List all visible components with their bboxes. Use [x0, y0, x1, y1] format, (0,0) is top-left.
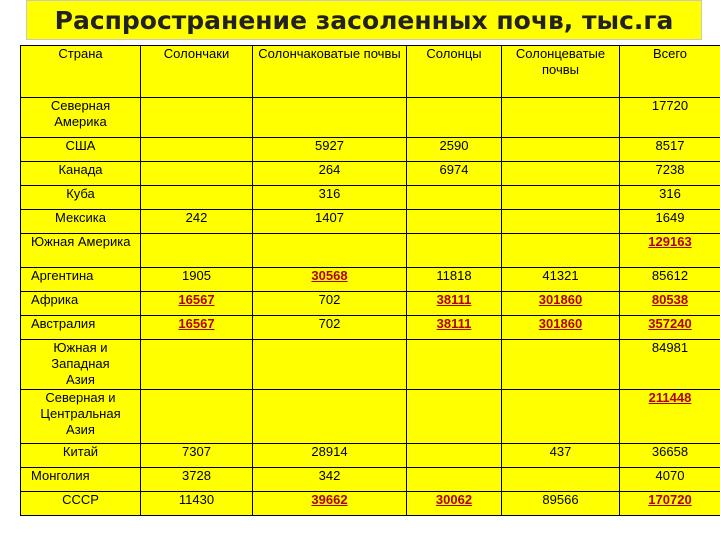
cell-solontsy — [407, 390, 502, 444]
country-name: Южная Америка — [31, 234, 131, 249]
cell-solonchaki — [141, 98, 253, 138]
cell-solontsevatye — [502, 340, 620, 390]
cell-solontsy: 30062 — [407, 492, 502, 516]
header-total: Всего — [620, 46, 720, 98]
cell-solonchaki — [141, 390, 253, 444]
country-name: Северная Америка — [50, 98, 111, 129]
table-row — [21, 468, 720, 492]
cell-total: 129163 — [620, 234, 720, 268]
cell-total: 7238 — [620, 162, 720, 186]
cell-solonchakovatye — [253, 98, 407, 138]
table-row — [21, 340, 720, 390]
country-cell — [21, 390, 141, 444]
cell-total: 1649 — [620, 210, 720, 234]
table-row — [21, 316, 720, 340]
country-name: США — [65, 138, 96, 153]
table-row — [21, 234, 720, 268]
country-name: СССР — [62, 492, 99, 507]
cell-solontsevatye — [502, 468, 620, 492]
country-cell — [21, 444, 141, 468]
cell-solonchakovatye: 702 — [253, 316, 407, 340]
cell-solontsy — [407, 210, 502, 234]
cell-solonchakovatye: 316 — [253, 186, 407, 210]
country-cell — [21, 186, 141, 210]
country-cell — [21, 316, 141, 340]
cell-total: 211448 — [620, 390, 720, 444]
cell-solontsy — [407, 340, 502, 390]
country-name: Монголия — [31, 468, 90, 483]
cell-total: 357240 — [620, 316, 720, 340]
cell-solontsy: 6974 — [407, 162, 502, 186]
cell-solonchaki: 3728 — [141, 468, 253, 492]
cell-solonchaki: 242 — [141, 210, 253, 234]
country-cell — [21, 210, 141, 234]
cell-total: 36658 — [620, 444, 720, 468]
country-name: Северная и Центральная Азия — [40, 390, 121, 437]
table-row — [21, 268, 720, 292]
table-row — [21, 186, 720, 210]
header-country: Страна — [21, 46, 141, 98]
country-name: Африка — [31, 292, 79, 307]
cell-solontsy — [407, 186, 502, 210]
cell-solontsy — [407, 234, 502, 268]
title-banner — [26, 0, 702, 40]
cell-solonchaki: 11430 — [141, 492, 253, 516]
cell-solontsy — [407, 98, 502, 138]
cell-solonchakovatye: 30568 — [253, 268, 407, 292]
cell-solonchakovatye: 702 — [253, 292, 407, 316]
cell-solontsy — [407, 444, 502, 468]
country-cell — [21, 468, 141, 492]
page-title: Распространение засоленных почв, тыс.га — [54, 5, 674, 35]
cell-solontsevatye — [502, 210, 620, 234]
country-cell — [21, 162, 141, 186]
cell-total: 170720 — [620, 492, 720, 516]
cell-solontsevatye — [502, 234, 620, 268]
cell-total: 316 — [620, 186, 720, 210]
cell-solontsevatye: 41321 — [502, 268, 620, 292]
cell-solonchaki — [141, 162, 253, 186]
cell-solonchaki — [141, 186, 253, 210]
cell-solontsevatye — [502, 162, 620, 186]
country-cell — [21, 492, 141, 516]
table-row — [21, 138, 720, 162]
header-solonchakovatye: Солончаковатые почвы — [253, 46, 407, 98]
cell-solonchaki: 16567 — [141, 292, 253, 316]
cell-solontsevatye: 89566 — [502, 492, 620, 516]
cell-solonchaki — [141, 340, 253, 390]
cell-solonchaki: 7307 — [141, 444, 253, 468]
country-cell — [21, 138, 141, 162]
table-row — [21, 292, 720, 316]
country-cell — [21, 234, 141, 268]
cell-solontsevatye — [502, 138, 620, 162]
country-cell — [21, 268, 141, 292]
cell-solonchaki — [141, 234, 253, 268]
country-cell — [21, 340, 141, 390]
table-row — [21, 444, 720, 468]
cell-solontsevatye — [502, 98, 620, 138]
cell-total: 84981 — [620, 340, 720, 390]
table-row — [21, 210, 720, 234]
cell-total: 85612 — [620, 268, 720, 292]
cell-solonchaki — [141, 138, 253, 162]
table-row — [21, 492, 720, 516]
table-row — [21, 390, 720, 444]
country-name: Китай — [62, 444, 99, 459]
cell-solonchakovatye: 1407 — [253, 210, 407, 234]
cell-total: 4070 — [620, 468, 720, 492]
cell-solonchakovatye — [253, 390, 407, 444]
cell-solontsy: 2590 — [407, 138, 502, 162]
country-name: Куба — [66, 186, 95, 201]
cell-solonchakovatye: 5927 — [253, 138, 407, 162]
cell-solontsy: 38111 — [407, 316, 502, 340]
cell-solonchaki: 1905 — [141, 268, 253, 292]
cell-solonchakovatye: 28914 — [253, 444, 407, 468]
header-row — [21, 46, 720, 98]
cell-solontsevatye: 437 — [502, 444, 620, 468]
country-cell — [21, 292, 141, 316]
header-solontsy: Солонцы — [407, 46, 502, 98]
country-name: Австралия — [31, 316, 96, 331]
cell-solontsevatye — [502, 186, 620, 210]
cell-total: 8517 — [620, 138, 720, 162]
cell-solontsevatye: 301860 — [502, 316, 620, 340]
cell-solontsy: 11818 — [407, 268, 502, 292]
cell-solonchakovatye — [253, 340, 407, 390]
cell-total: 80538 — [620, 292, 720, 316]
cell-solonchakovatye: 264 — [253, 162, 407, 186]
soil-table — [20, 45, 720, 516]
cell-solontsevatye — [502, 390, 620, 444]
country-cell — [21, 98, 141, 138]
header-solonchaki: Солончаки — [141, 46, 253, 98]
country-name: Аргентина — [31, 268, 94, 283]
cell-total: 17720 — [620, 98, 720, 138]
cell-solonchakovatye: 342 — [253, 468, 407, 492]
cell-solonchakovatye — [253, 234, 407, 268]
cell-solontsevatye: 301860 — [502, 292, 620, 316]
table-row — [21, 98, 720, 138]
country-name: Южная и Западная Азия — [51, 340, 110, 387]
table-row — [21, 162, 720, 186]
header-solontsevatye: Солонцеватые почвы — [502, 46, 620, 98]
cell-solontsy: 38111 — [407, 292, 502, 316]
cell-solonchaki: 16567 — [141, 316, 253, 340]
cell-solontsy — [407, 468, 502, 492]
cell-solonchakovatye: 39662 — [253, 492, 407, 516]
country-name: Канада — [58, 162, 103, 177]
country-name: Мексика — [54, 210, 106, 225]
